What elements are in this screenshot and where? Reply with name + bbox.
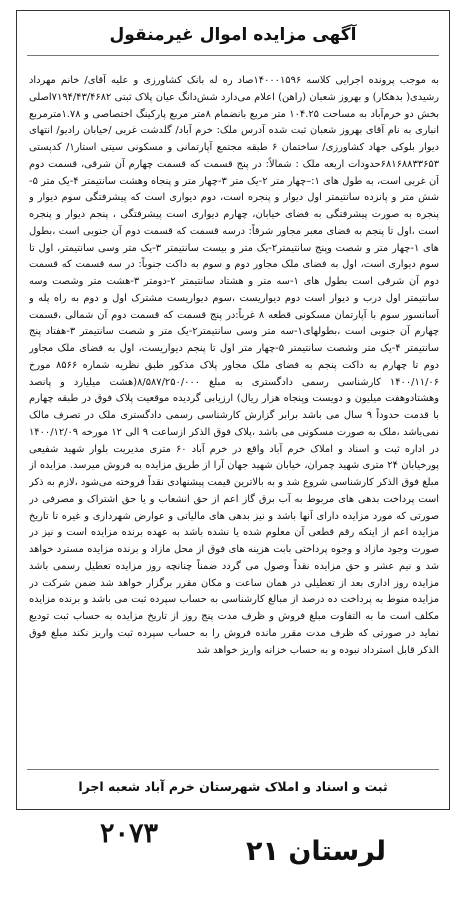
notice-body: به موجب پرونده اجرایی کلاسه ۱۴۰۰۰۱۵۹۶صاد ره له بانک کشاورزی و علیه آقای/ خانم مهرداد رشیدی( بدهکار) و بهروز شعبان (راهن) اعلام می‌دارد شش‌دانگ عیان پلاک ثبتی ۷۱۹۴/۴۳/۴۶۸۲اصلی بخش دو خرم‌آباد به مساحت ۱۰۴.۲۵ متر مربع بانضمام ۸متر مربع پارکینگ اختصاصی و ۱.۷۸مترمربع انباری به نام آقای بهروز شعبان ثبت شده آدرس ملک: خرم آباد/ گلدشت غربی /خیابان رادیو/ انتهای دیوار بلوکی جهاد کشاورزی/ ساختمان ۶ طبقه مجتمع آپارتمانی و مسکونی سیتی استار۱/ کدپستی ۶۸۱۶۸۸۳۳۶۵۳حدودات اربعه ملک : شمالاً: در پنج قسمت که قسمت چهارم آن شرقی، قسمت دوم آن غربی است، به طول های ۱:–چهار متر ۲-یک متر ۳-چهار متر و پنجاه وهشت سانتیمتر ۴-یک متر ۵-شش متر و پانزده سانتیمتر اول دیوار و پنجره است، دوم دیواری است که پیشرفتگی سوم دیوار و پنجره به صورت پیشرفتگی به فضای خیابان، چهارم دیواری است پیشرفتگی ، پنجم دیوار و پنجره است ،اول تا پنجم به فضای معبر مجاور شرقاً: درسه قسمت که قسمت دوم آن جنوبی است ،بطول های ۱-چهار متر و شصت وپنج سانتیمتر۲-یک متر و بیست سانتیمتر ۳-یک متر وسی سانتیمتر، اول تا سوم دیواری است، اول به فضای ملک مجاور دوم و سوم به داکت جنوباً: در سه قسمت که قسمت دوم آن شرقی است بطول های ۱-سه متر و هشتاد سانتیمتر ۲-دومتر ۳-هشت متر وشصت وسه سانتیمتر اول درب و دیوار است دوم دیواریست ،سوم دیواریست مشترک اول و دوم به راه پله و آسانسور سوم با آپارتمان مسکونی قطعه ۸ غرباً:در پنج قسمت که قسمت دوم آن شمالی ،قسمت چهارم آن جنوبی است ،بطولهای۱-سه متر وسی سانتیمتر۲-یک متر و شصت سانتیمتر ۳-هفتاد پنج سانتیمتر ۴-یک متر وشصت سانتیمتر ۵-چهار متر اول تا پنجم دیواریست، اول به فضای ملک مجاور دوم تا چهارم به داکت پنجم به فضای ملک مجاور پلاک مذکور طبق نظریه شماره ۸۵۶۶ مورخ ۱۴۰۰/۱۱/۰۶ کارشناسی رسمی دادگستری به مبلغ ۸/۵۸۷/۲۵۰/۰۰۰(هشت میلیارد و پانصد وهشتادوهفت میلیون و دویست وپنجاه هزار ریال) ارزیابی گردیده موقعیت پلاک فوق در طبقه چهارم با قدمت حدوداً ۹ سال می باشد برابر گزارش کارشناسی رسمی دادگستری ملک در تصرف مالک نمی‌باشد ،ملک به صورت مسکونی می باشد ،پلاک فوق الذکر ازساعت ۹ الی ۱۲ مورخه ۱۴۰۰/۱۲/۰۹ در اداره ثبت و اسناد و املاک خرم آباد واقع در خرم آباد ۶۰ متری مدیریت بلوار شهید شفیعی پورخیابان ۲۴ متری شهید چمران، خیابان شهید جهان آرا از طریق مزایده به فروش میرسد. مزایده از مبلغ فوق الذکر کارشناسی شروع شد و به بالاترین قیمت پیشنهادی نقداً فروخته می‌شود ،لازم به ذکر است پرداخت بدهی های مربوط به آب برق گاز اعم از حق انشعاب و یا حق اشتراک و مصرفی در صورتی که مورد مزایده دارای آنها باشد و نیز بدهی های مالیاتی و عوارض شهرداری و غیره تا تاریخ مزایده اعم از اینکه رقم قطعی آن معلوم شده یا نشده باشد به عهده برنده مزایده است و نیز در صورت وجود مازاد و وجوه پرداختی بابت هزینه های فوق از محل مازاد و برنده مزایده مسترد خواهد شد و نیم عشر و حق مزایده نقداً وصول می گردد ضمناً چنانچه روز مزایده تعطیل رسمی باشد مزایده روز اداری بعد از تعطیلی در همان ساعت و مکان مقرر برگزار خواهد شد ضمن شرکت در مزایده منوط به پرداخت ده درصد از مبالغ کارشناسی به حساب سپرده ثبت می باشد و برنده مزایده مکلف است ما به التفاوت مبلغ فروش و ظرف مدت پنج روز از تاریخ مزایده به حساب ثبت تودیع نماید در صورتی که ظرف مدت مقرر مانده فروش را به حساب سپرده ثبت واریز نکند مبلغ فوق الذکر قابل استرداد نبوده و به حساب خزانه واریز خواهد شد xyxy=(29,75,439,656)
notice-code: ۲۰۷۳ xyxy=(100,818,159,849)
auction-notice xyxy=(16,10,450,810)
notice-title: آگهی مزایده اموال غیرمنقول xyxy=(109,25,357,45)
publication-name: لرستان ۲۱ xyxy=(246,836,387,867)
title-divider xyxy=(27,55,439,56)
signature-divider xyxy=(27,769,439,770)
issuer-signature: ثبت و اسناد و املاک شهرستان خرم آباد شعبه اجرا xyxy=(78,779,388,794)
